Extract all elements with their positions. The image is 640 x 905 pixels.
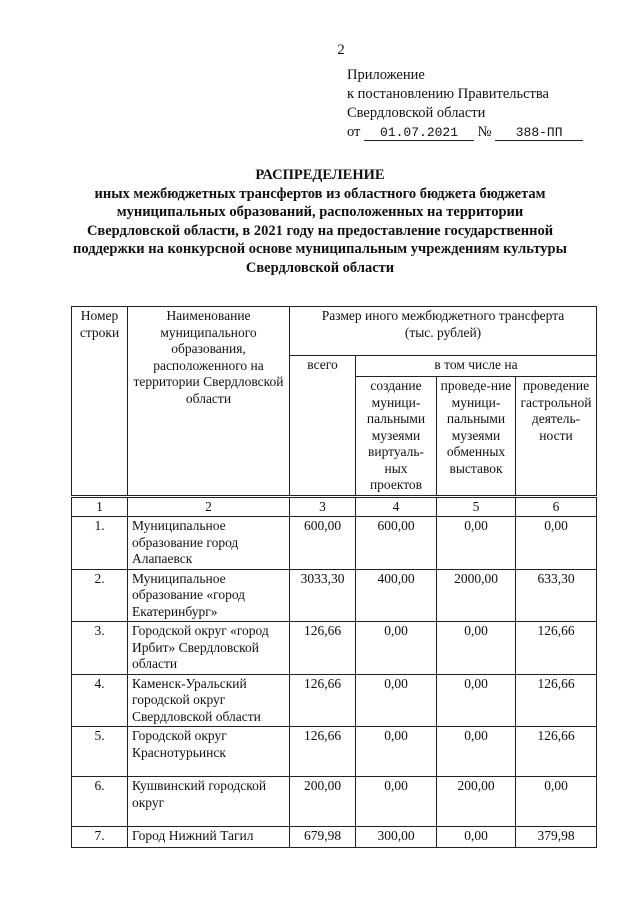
header-including: в том числе на [356,356,597,377]
municipality-name: Городской округ «город Ирбит» Свердловской области [128,622,290,675]
column-number: 4 [356,496,437,517]
municipality-name: Город Нижний Тагил [128,827,290,848]
header-row-number: Номер строки [72,307,128,497]
municipality-name: Кушвинский городской округ [128,777,290,827]
table-row [72,517,597,570]
table-row [72,827,597,848]
appendix-date-line [347,123,583,142]
title-line: Свердловской области, в 2021 году на предоставление государственной [86,222,554,239]
total-amount: 126,66 [290,622,356,675]
appendix-title: Приложение [347,67,425,83]
table-row [72,727,597,777]
total-amount: 126,66 [290,727,356,777]
municipality-name: Каменск-Уральский городской округ Свердловской области [128,674,290,727]
row-number: 4. [72,674,128,727]
table-row [72,674,597,727]
title-line: Свердловской области [245,259,395,276]
header-tour-activity: проведение гастрольной деятель-ности [516,377,597,497]
row-number: 6. [72,777,128,827]
total-amount: 3033,30 [290,569,356,622]
total-amount: 600,00 [290,517,356,570]
tour-amount: 0,00 [516,517,597,570]
from-label: от [347,124,361,140]
row-number: 1. [72,517,128,570]
virtual-amount: 0,00 [356,674,437,727]
exchange-amount: 0,00 [437,727,516,777]
column-number: 6 [516,496,597,517]
exchange-amount: 0,00 [437,622,516,675]
virtual-amount: 0,00 [356,727,437,777]
column-number: 2 [128,496,290,517]
row-number: 5. [72,727,128,777]
virtual-amount: 300,00 [356,827,437,848]
municipality-name: Муниципальное образование город Алапаевск [128,517,290,570]
virtual-amount: 400,00 [356,569,437,622]
total-amount: 679,98 [290,827,356,848]
virtual-amount: 600,00 [356,517,437,570]
virtual-amount: 0,00 [356,622,437,675]
number-label: № [477,124,492,140]
decree-number: 388-ПП [495,125,583,141]
tour-amount: 379,98 [516,827,597,848]
table-row [72,569,597,622]
table-row [72,777,597,827]
tour-amount: 0,00 [516,777,597,827]
exchange-amount: 0,00 [437,674,516,727]
appendix-block [347,66,583,142]
exchange-amount: 200,00 [437,777,516,827]
total-amount: 126,66 [290,674,356,727]
page-number: 2 [337,42,345,58]
exchange-amount: 2000,00 [437,569,516,622]
title-heading: РАСПРЕДЕЛЕНИЕ [255,167,385,183]
row-number: 3. [72,622,128,675]
row-number: 7. [72,827,128,848]
appendix-region: Свердловской области [347,105,486,121]
decree-date: 01.07.2021 [364,125,474,141]
document-title [60,166,580,277]
tour-amount: 126,66 [516,727,597,777]
row-number: 2. [72,569,128,622]
header-total: всего [290,356,356,497]
tour-amount: 633,30 [516,569,597,622]
exchange-amount: 0,00 [437,827,516,848]
title-line: поддержки на конкурсной основе муниципальным учреждениям культуры [73,241,567,257]
tour-amount: 126,66 [516,674,597,727]
column-number: 1 [72,496,128,517]
municipality-name: Муниципальное образование «город Екатеринбург» [128,569,290,622]
virtual-amount: 0,00 [356,777,437,827]
distribution-table [71,306,597,848]
header-transfer-size: Размер иного межбюджетного трансферта (тыс. рублей) [290,307,597,356]
municipality-name: Городской округ Краснотурьинск [128,727,290,777]
exchange-amount: 0,00 [437,517,516,570]
title-line: муниципальных образований, расположенных на территории [116,204,524,220]
title-line: иных межбюджетных трансфертов из областного бюджета бюджетам [94,185,546,202]
header-virtual-projects: создание муници-пальными музеями виртуаль-ных проектов [356,377,437,497]
total-amount: 200,00 [290,777,356,827]
table-row [72,622,597,675]
appendix-decree: к постановлению Правительства [347,86,549,102]
column-number: 5 [437,496,516,517]
column-number: 3 [290,496,356,517]
header-municipality: Наименование муниципального образования, расположенного на территории Свердловской области [128,307,290,497]
header-exchange-exhibitions: проведе-ние муници-пальными музеями обменных выставок [437,377,516,497]
tour-amount: 126,66 [516,622,597,675]
